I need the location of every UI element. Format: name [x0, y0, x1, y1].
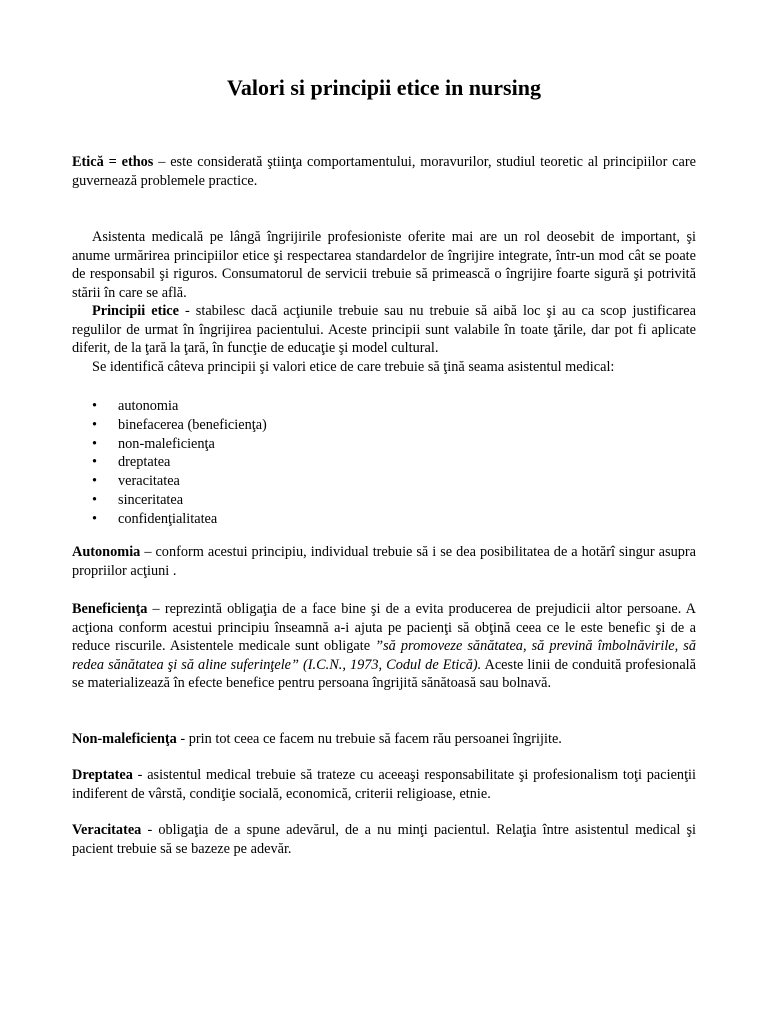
autonomia-term: Autonomia — [72, 544, 141, 560]
bullet-icon: • — [92, 435, 98, 452]
principles-list — [92, 397, 592, 529]
beneficienta-text-1: – reprezintă obligaţia de a face bine şi de a evita producerea de prejudicii altor persoane. A acţiona conform acestui principiu înseamnă a-i ajuta pe pacienţi să obţină ceea ce le este benefic şi de a reduce riscurile. Asistentele medicale sunt obligate — [72, 601, 696, 654]
list-item: • veracitatea — [92, 473, 180, 490]
veracitatea-text: - obligaţia de a spune adevărul, de a nu minţi pacientul. Relaţia între asistentul medical şi pacient trebuie să se bazeze pe adevăr. — [72, 822, 696, 857]
beneficienta-term: Beneficienţa — [72, 601, 148, 617]
autonomia-paragraph — [72, 543, 696, 580]
dreptatea-paragraph — [72, 766, 696, 803]
list-item: • binefacerea (beneficienţa) — [92, 416, 267, 433]
beneficienta-quote: ”să promoveze sănătatea, să prevină îmbolnăvirile, să redea sănătatea şi să aline suferinţele” (I.C.N., 1973, Codul de Etică). — [72, 638, 696, 673]
etica-text: – este considerată ştiinţa comportamentului, moravurilor, studiul teoretic al principiilor care guvernează problemele practice. — [72, 154, 696, 189]
intro-paragraph-1: Asistenta medicală pe lângă îngrijirile profesioniste oferite mai are un rol deosebit de important, şi anume urmărirea principiilor etice şi respectarea standardelor de îngrijire integrate, într-un mod cât se poate de responsabil şi riguros. Consumatorul de servicii trebuie să primească o îngrijire foarte sigură şi potrivită stării în care se află. — [72, 229, 696, 301]
nonmaleficienta-text: - prin tot ceea ce facem nu trebuie să facem rău persoanei îngrijite. — [176, 731, 562, 747]
page-title: Valori si principii etice in nursing — [227, 75, 541, 100]
list-item: • autonomia — [92, 398, 179, 414]
veracitatea-term: Veracitatea — [72, 822, 142, 838]
principii-etice-term: Principii etice — [92, 303, 179, 319]
etica-term: Etică = ethos — [72, 154, 154, 170]
bullet-icon: • — [92, 454, 98, 471]
list-item: • sinceritatea — [92, 491, 184, 508]
bullet-icon: • — [92, 510, 98, 527]
bullet-icon: • — [92, 491, 98, 508]
autonomia-text: – conform acestui principiu, individual trebuie să i se dea posibilitatea de a hotărî singur asupra propriilor acţiuni . — [72, 544, 696, 579]
beneficienta-paragraph — [72, 600, 696, 693]
bullet-icon: • — [92, 416, 98, 433]
beneficienta-text-2: Aceste linii de conduită profesională se materializează în efecte benefice pentru persoana îngrijită sănătoasă sau bolnavă. — [72, 656, 696, 691]
nonmaleficienta-paragraph — [72, 730, 696, 749]
nonmaleficienta-term: Non-maleficienţa — [72, 731, 177, 747]
bullet-icon: • — [92, 398, 98, 414]
principii-etice-text: - stabilesc dacă acţiunile trebuie sau nu trebuie să aibă loc şi au ca scop justificarea regulilor de urmat în îngrijirea pacientului. Aceste principii sunt valabile în toate ţările, dar pot fi aplicate diferit, de la ţară la ţară, în funcţie de educaţie şi model cultural. — [72, 303, 696, 356]
intro-paragraph-3: Se identifică câteva principii şi valori etice de care trebuie să ţină seama asistentul medical: — [92, 358, 615, 375]
bullet-icon: • — [92, 473, 98, 490]
etica-definition — [72, 153, 696, 190]
veracitatea-paragraph — [72, 821, 696, 858]
list-item: • non-maleficienţa — [92, 435, 215, 452]
dreptatea-term: Dreptatea — [72, 767, 133, 783]
list-item: • confidenţialitatea — [92, 510, 218, 527]
intro-paragraph-2 — [72, 302, 696, 358]
dreptatea-text: - asistentul medical trebuie să trateze cu aceeaşi responsabilitate şi profesionalism toţi pacienţii indiferent de vârstă, condiţie socială, economică, criterii religioase, etnie. — [72, 767, 696, 802]
list-item: • dreptatea — [92, 454, 171, 471]
intro-section — [72, 228, 696, 376]
